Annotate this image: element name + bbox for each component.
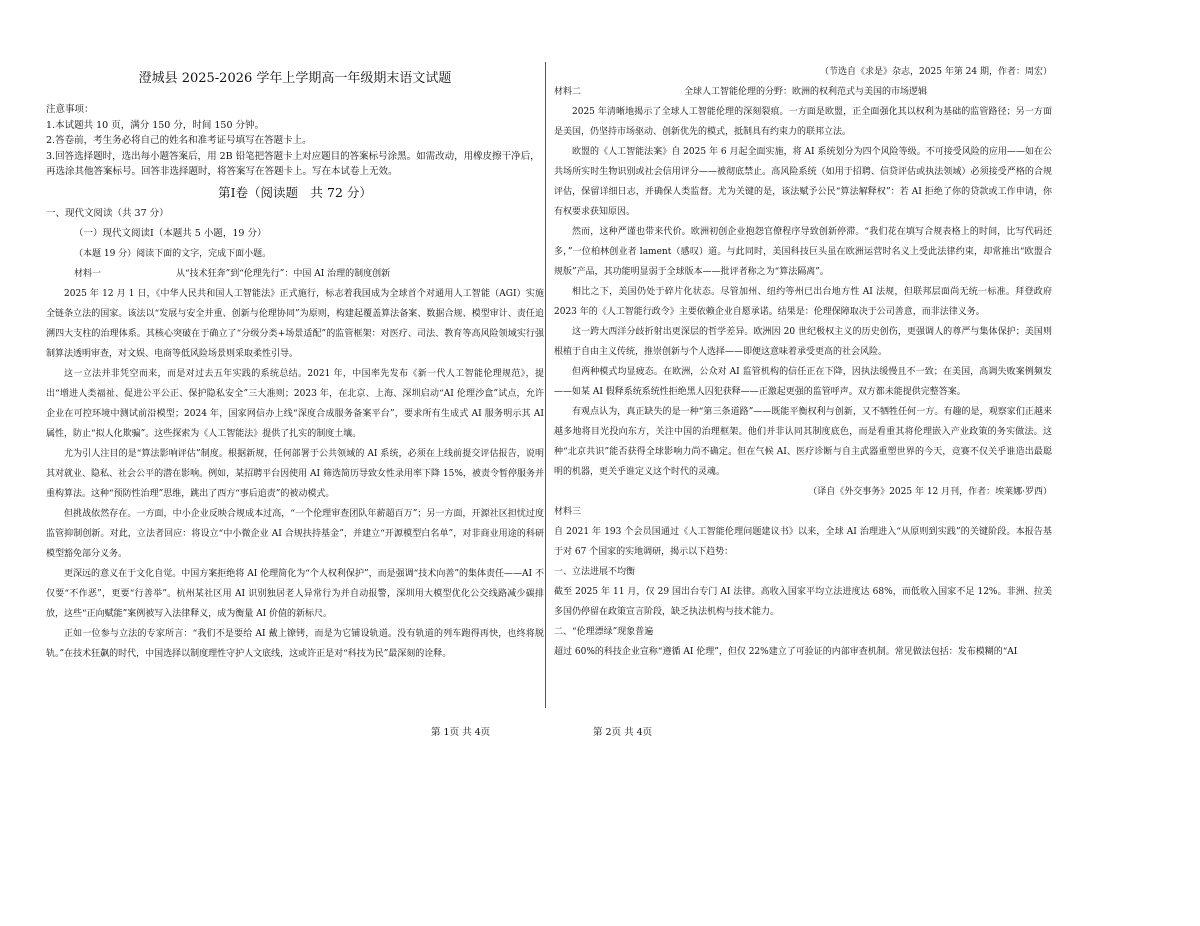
paragraph: 但两种模式均显疲态。在欧洲，公众对 AI 监管机构的信任正在下降，因执法缓慢且不一致；在美国，高调失败案例频发——如某 AI 假释系统系统性拒绝黑人囚犯获释——正激起更强的监管呼声。双方都未能提供完整答案。 xyxy=(554,367,1052,397)
report-heading: 一、立法进展不均衡 xyxy=(554,567,636,577)
paragraph: 更深远的意义在于文化自觉。中国方案拒绝将 AI 伦理简化为“个人权利保护”，而是强调“技术向善”的集体责任——AI 不仅要“不作恶”，更要“行善举”。杭州某社区用 AI 识别独居老人异常行为并自动报警，深圳用大模型优化公交线路减少碳排放，这些“正向赋能”案例被写入法律释义，成为衡量 AI 价值的新标尺。 xyxy=(46,568,544,619)
paragraph: 尤为引人注目的是“算法影响评估”制度。根据新规，任何部署于公共领域的 AI 系统，必须在上线前提交评估报告，说明其对就业、隐私、社会公平的潜在影响。例如，某招聘平台因使用 AI 筛选简历导致女性录用率下降 15%，被责令暂停服务并重构算法。这种“预防性治理”思维，跳出了西方“事后追责”的被动模式。 xyxy=(46,448,544,499)
material-one-label: 材料一 xyxy=(74,268,102,279)
page-number-right: 第 2页 共 4页 xyxy=(593,727,653,738)
note-item: 2.答卷前，考生务必将自己的姓名和准考证号填写在答题卡上。 xyxy=(46,135,312,146)
part-title: 第Ⅰ卷（阅读题 共 72 分） xyxy=(218,184,372,200)
material-two-header xyxy=(554,82,1052,102)
left-column xyxy=(46,62,544,664)
paragraph: 自 2021 年 193 个会员国通过《人工智能伦理问题建议书》以来，全球 AI 治理进入“从原则到实践”的关键阶段。本报告基于对 67 个国家的实地调研，揭示以下趋势： xyxy=(554,527,1052,557)
instruction-text: （本题 19 分）阅读下面的文字，完成下面小题。 xyxy=(74,248,272,259)
page-number-left: 第 1页 共 4页 xyxy=(431,727,491,738)
material-one-title: 从“技术狂奔”到“伦理先行”：中国 AI 治理的制度创新 xyxy=(176,268,391,279)
paragraph: 超过 60%的科技企业宣称“遵循 AI 伦理”，但仅 22%建立了可验证的内部审查机制。常见做法包括：发布模糊的“AI xyxy=(554,647,1018,657)
paragraph: 相比之下，美国仍处于碎片化状态。尽管加州、纽约等州已出台地方性 AI 法规，但联邦层面尚无统一标准。拜登政府 2023 年的《人工智能行政令》主要依赖企业自愿承诺。结果是：伦理保障取决于公司善意，而非法律义务。 xyxy=(554,287,1052,317)
right-column xyxy=(554,62,1052,662)
paragraph: 欧盟的《人工智能法案》自 2025 年 6 月起全面实施，将 AI 系统划分为四个风险等级。不可接受风险的应用——如在公共场所实时生物识别或社会信用评分——被彻底禁止。高风险系统（如用于招聘、信贷评估或执法领域）必须接受严格的合规评估，保留详细日志，并确保人类监督。尤为关键的是，该法赋予公民“算法解释权”：若 AI 拒绝了你的贷款或工作申请，你有权要求获知原因。 xyxy=(554,147,1052,217)
paragraph: 这一立法并非凭空而来，而是对过去五年实践的系统总结。2021 年，中国率先发布《新一代人工智能伦理规范》，提出“增进人类福祉、促进公平公正、保护隐私安全”三大准则；2023 年，在北京、上海、深圳启动“AI 伦理沙盒”试点，允许企业在可控环境中测试前沿模型；2024 年，国家网信办上线“深度合成服务备案平台”，要求所有生成式 AI 服务明示其 AI 属性，防止“拟人化欺骗”。这些探索为《人工智能法》提供了扎实的制度土壤。 xyxy=(46,368,544,439)
material-two-label: 材料二 xyxy=(554,87,582,97)
material-one-header xyxy=(46,264,544,284)
paragraph: 正如一位参与立法的专家所言：“我们不是要给 AI 戴上镣铐，而是为它铺设轨道。没有轨道的列车跑得再快，也终将脱轨。”在技术狂飙的时代，中国选择以制度理性守护人文底线，这或许正是对“科技为民”最深刻的诠释。 xyxy=(46,628,544,659)
subsection-title: （一）现代文阅读Ⅰ（本题共 5 小题，19 分） xyxy=(74,227,267,239)
section-title: 一、现代文阅读（共 37 分） xyxy=(46,207,169,219)
exam-notes xyxy=(46,102,544,180)
notes-heading: 注意事项： xyxy=(46,104,94,115)
paragraph: 但挑战依然存在。一方面，中小企业反映合规成本过高，“一个伦理审查团队年薪超百万”；另一方面，开源社区担忧过度监管抑制创新。对此，立法者回应：将设立“中小微企业 AI 合规扶持基金”，并建立“开源模型白名单”，对非商业用途的科研模型豁免部分义务。 xyxy=(46,508,544,559)
paragraph: 2025 年清晰地揭示了全球人工智能伦理的深刻裂痕。一方面是欧盟，正全面强化其以权利为基础的监管路径；另一方面是美国，仍坚持市场驱动、创新优先的模式，抵制具有约束力的联邦立法。 xyxy=(554,107,1052,137)
material-three-label: 材料三 xyxy=(554,507,582,517)
paragraph: 2025 年 12 月 1 日，《中华人民共和国人工智能法》正式施行，标志着我国成为全球首个对通用人工智能（AGI）实施全链条立法的国家。该法以“发展与安全并重、创新与伦理协同”为原则，构建起覆盖算法备案、数据合规、模型审计、责任追溯四大支柱的治理体系。其核心突破在于确立了“分级分类+场景适配”的监管框架：对医疗、司法、教育等高风险领域实行强制算法透明审查，对文娱、电商等低风险场景则采取柔性引导。 xyxy=(46,288,544,359)
note-item: 3.回答选择题时，选出每小题答案后，用 2B 铅笔把答题卡上对应题目的答案标号涂黑。如需改动，用橡皮擦干净后，再选涂其他答案标号。回答非选择题时，将答案写在答题卡上。写在本试卷上无效。 xyxy=(46,150,540,177)
paragraph: 这一跨大西洋分歧折射出更深层的哲学差异。欧洲因 20 世纪极权主义的历史创伤，更强调人的尊严与集体保护；美国则根植于自由主义传统，推崇创新与个人选择——即便这意味着承受更高的社会风险。 xyxy=(554,327,1052,357)
source-citation: （节选自《求是》杂志，2025 年第 24 期，作者：周宏） xyxy=(820,67,1052,77)
note-item: 1.本试题共 10 页，满分 150 分，时间 150 分钟。 xyxy=(46,119,265,131)
source-citation: （译自《外交事务》2025 年 12 月刊，作者：埃莱娜·罗西） xyxy=(808,487,1052,497)
material-two-title: 全球人工智能伦理的分野：欧洲的权利范式与美国的市场逻辑 xyxy=(684,87,928,97)
report-heading: 二、“伦理漂绿”现象普遍 xyxy=(554,627,654,637)
paragraph: 截至 2025 年 11 月，仅 29 国出台专门 AI 法律。高收入国家平均立法进度达 68%，而低收入国家不足 12%。非洲、拉美多国仍停留在政策宣言阶段，缺乏执法机构与技术能力。 xyxy=(554,587,1052,617)
column-divider xyxy=(545,62,546,708)
exam-title: 澄城县 2025-2026 学年上学期高一年级期末语文试题 xyxy=(138,71,452,86)
paragraph: 然而，这种严谨也带来代价。欧洲初创企业抱怨官僚程序导致创新停滞。“我们花在填写合规表格上的时间，比写代码还多，”一位柏林创业者 lament（感叹）道。与此同时，美国科技巨头虽在欧洲运营时名义上受此法律约束，却常推出“欧盟合规版”产品，其功能明显弱于全球版本——批评者称之为“算法隔离”。 xyxy=(554,227,1052,277)
paragraph: 有观点认为，真正缺失的是一种“第三条道路”——既能平衡权利与创新，又不牺牲任何一方。有趣的是，观察家们正越来越多地将目光投向东方，关注中国的治理框架。他们并非认同其制度底色，而是看重其将伦理嵌入产业政策的务实做法。这种“北京共识”能否获得全球影响力尚不确定。但在气候 AI、医疗诊断与自主武器重塑世界的今天，竞赛不仅关乎谁造出最聪明的机器，更关乎谁定义这个时代的灵魂。 xyxy=(554,407,1052,477)
